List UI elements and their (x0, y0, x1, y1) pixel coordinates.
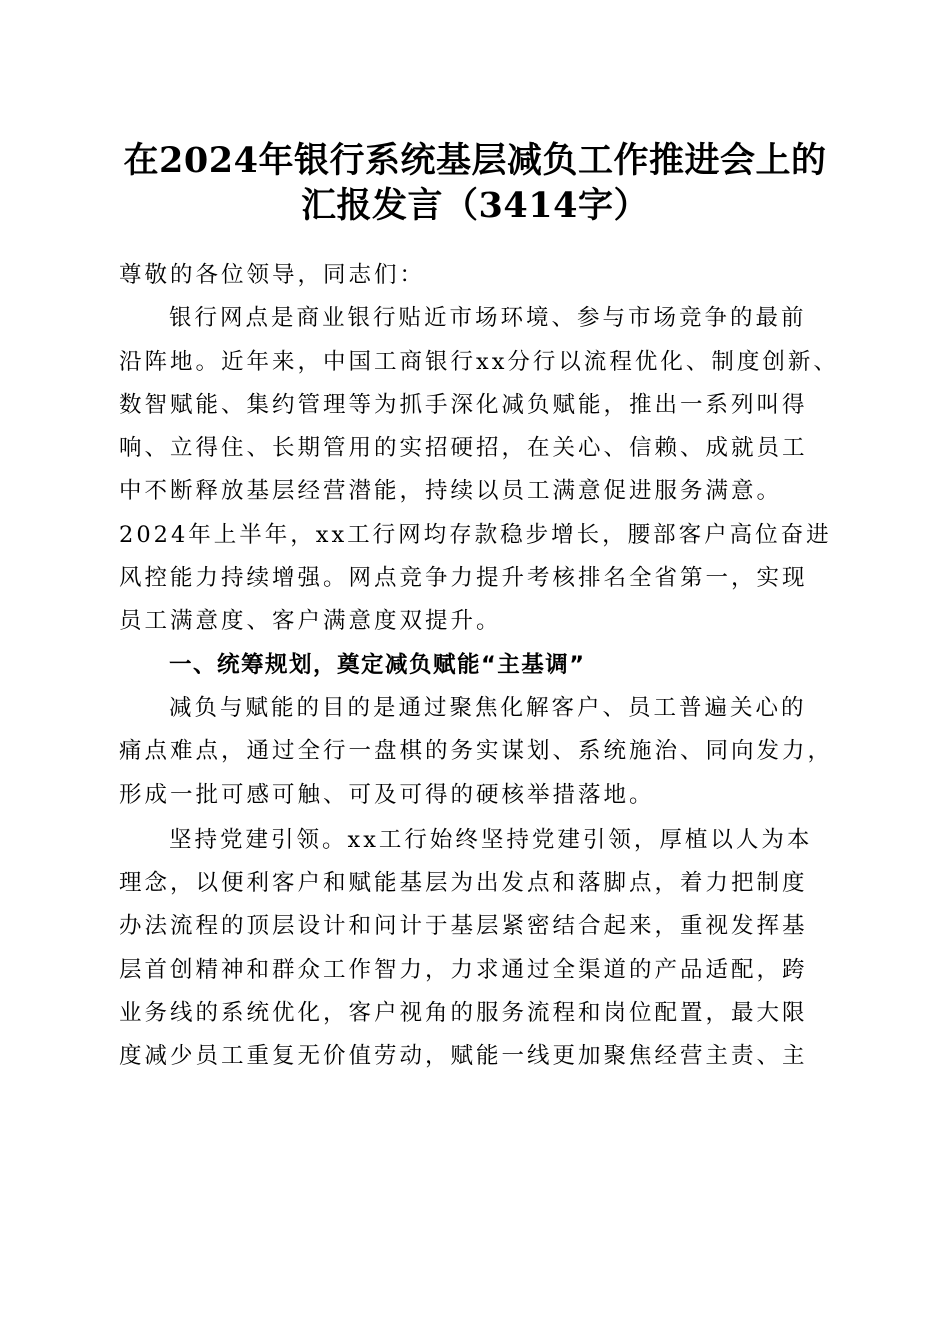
paragraph-line: 中不断释放基层经营潜能，持续以员工满意促进服务满意。 (119, 478, 783, 505)
paragraph-line: 2024年上半年，xx工行网均存款稳步增长，腰部客户高位奋进 (119, 521, 832, 548)
paragraph-line: 减负与赋能的目的是通过聚焦化解客户、员工普遍关心的 (169, 694, 807, 721)
paragraph-line: 形成一批可感可触、可及可得的硬核举措落地。 (119, 781, 655, 808)
paragraph-line: 沿阵地。近年来，中国工商银行xx分行以流程优化、制度创新、 (119, 348, 839, 375)
section-heading: 一、统筹规划，奠定减负赋能“主基调” (169, 651, 586, 678)
paragraph-line: 数智赋能、集约管理等为抓手深化减负赋能，推出一系列叫得 (119, 391, 808, 418)
paragraph-line: 银行网点是商业银行贴近市场环境、参与市场竞争的最前 (169, 305, 807, 332)
paragraph-line: 员工满意度、客户满意度双提升。 (119, 608, 502, 635)
paragraph-line: 响、立得住、长期管用的实招硬招，在关心、信赖、成就员工 (119, 435, 808, 462)
paragraph-line: 业务线的系统优化，客户视角的服务流程和岗位配置，最大限 (119, 1000, 808, 1027)
salutation: 尊敬的各位领导，同志们： (119, 262, 426, 288)
paragraph-line: 风控能力持续增强。网点竞争力提升考核排名全省第一，实现 (119, 565, 808, 592)
paragraph-line: 办法流程的顶层设计和问计于基层紧密结合起来，重视发挥基 (119, 913, 808, 940)
paragraph-line: 坚持党建引领。xx工行始终坚持党建引领，厚植以人为本 (169, 826, 813, 853)
title-line-1: 在2024年银行系统基层减负工作推进会上的 (123, 140, 827, 181)
title-line-2: 汇报发言（3414字） (301, 185, 649, 226)
document-title (100, 138, 850, 228)
paragraph-line: 理念，以便利客户和赋能基层为出发点和落脚点，着力把制度 (119, 870, 808, 897)
document-body (119, 254, 843, 1079)
paragraph-line: 痛点难点，通过全行一盘棋的务实谋划、系统施治、同向发力， (119, 738, 834, 765)
paragraph-line: 层首创精神和群众工作智力，力求通过全渠道的产品适配，跨 (119, 956, 808, 983)
paragraph-line: 度减少员工重复无价值劳动，赋能一线更加聚焦经营主责、主 (119, 1043, 808, 1070)
